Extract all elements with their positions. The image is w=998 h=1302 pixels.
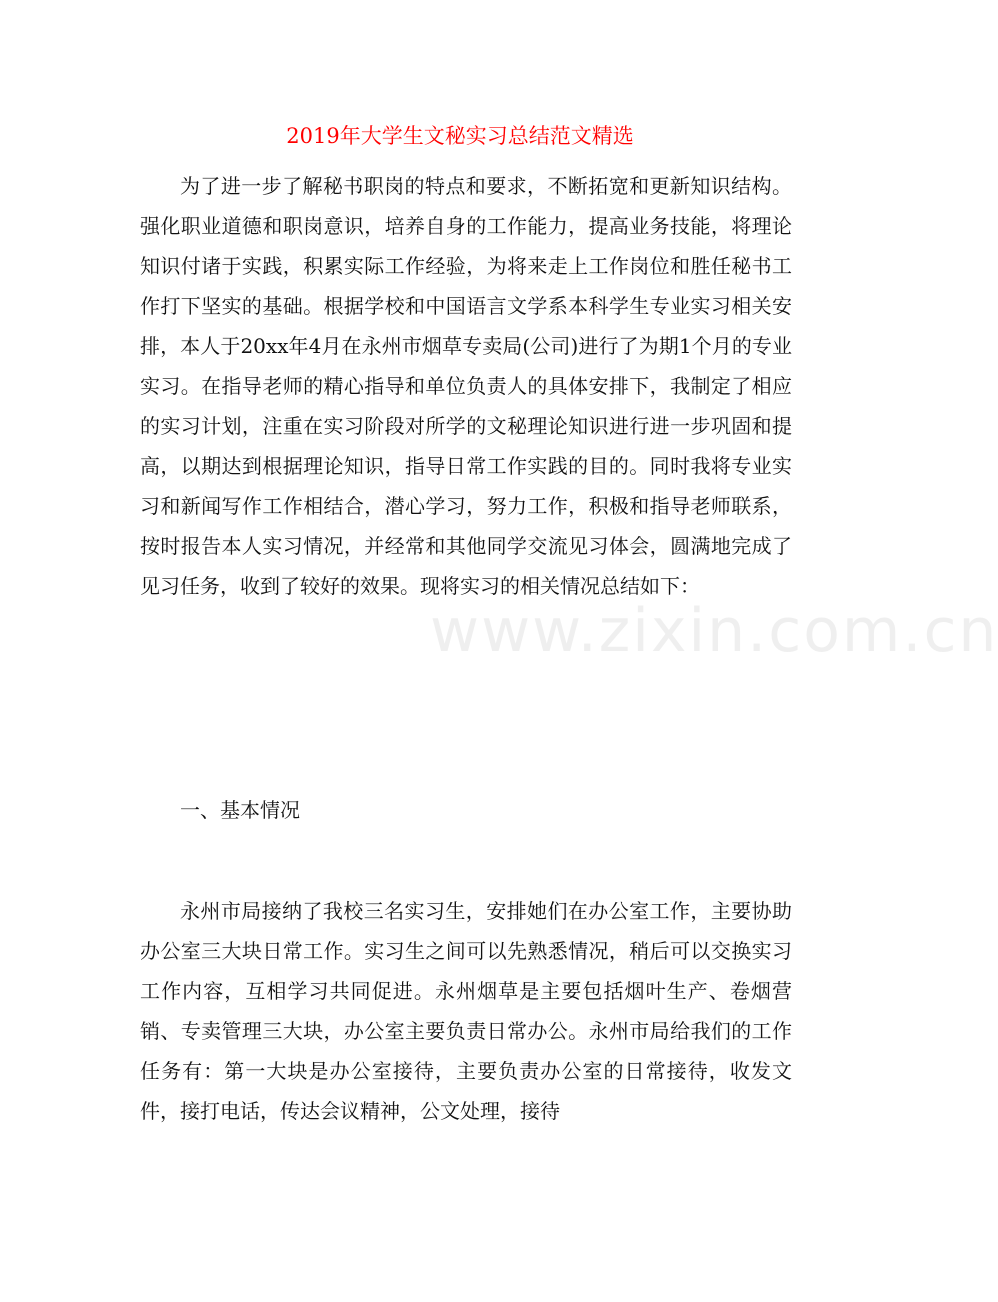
section-heading: 一、基本情况 — [180, 798, 300, 822]
document-title: 2019年大学生文秘实习总结范文精选 — [286, 124, 634, 148]
intro-paragraph: 为了进一步了解秘书职岗的特点和要求，不断拓宽和更新知识结构。强化职业道德和职岗意识，培养自身的工作能力，提高业务技能，将理论知识付诸于实践，积累实际工作经验，为将来走上工作岗位和胜任秘书工作打下坚实的基础。根据学校和中国语言文学系本科学生专业实习相关安排，本人于20xx年4月在永州市烟草专卖局(公司)进行了为期1个月的专业实习。在指导老师的精心指导和单位负责人的具体安排下，我制定了相应的实习计划，注重在实习阶段对所学的文秘理论知识进行进一步巩固和提高，以期达到根据理论知识，指导日常工作实践的目的。同时我将专业实习和新闻写作工作相结合，潜心学习，努力工作，积极和指导老师联系，按时报告本人实习情况，并经常和其他同学交流见习体会，圆满地完成了见习任务，收到了较好的效果。现将实习的相关情况总结如下： — [140, 174, 792, 598]
basic-situation-paragraph: 永州市局接纳了我校三名实习生，安排她们在办公室工作，主要协助办公室三大块日常工作。实习生之间可以先熟悉情况，稍后可以交换实习工作内容，互相学习共同促进。永州烟草是主要包括烟叶生产、卷烟营销、专卖管理三大块，办公室主要负责日常办公。永州市局给我们的工作任务有：第一大块是办公室接待，主要负责办公室的日常接待，收发文件，接打电话，传达会议精神，公文处理，接待 — [140, 899, 792, 1123]
watermark: www.zixin.com.cn — [430, 596, 998, 666]
